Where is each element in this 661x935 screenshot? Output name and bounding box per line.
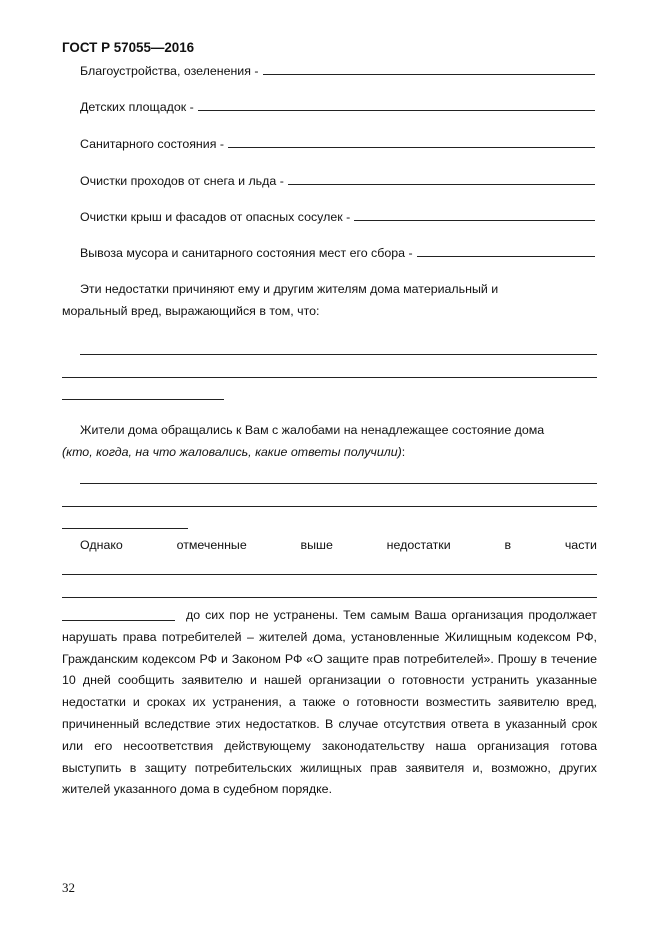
fill-line — [263, 63, 595, 75]
item-label: Очистки крыш и фасадов от опасных сосулек - — [80, 210, 351, 224]
blank-line — [62, 506, 597, 507]
blank-line — [80, 354, 597, 355]
item-label: Благоустройства, озеленения - — [80, 64, 259, 78]
page-number: 32 — [62, 880, 75, 895]
harm-paragraph — [62, 279, 597, 323]
blank-line — [80, 483, 597, 484]
item-landscaping — [80, 63, 595, 78]
complaints-paragraph — [62, 420, 597, 464]
however-line — [80, 538, 597, 552]
however-word: Однако — [80, 538, 123, 552]
harm-line-1: Эти недостатки причиняют ему и другим жителям дома материальный и — [80, 282, 499, 296]
item-icicles — [80, 209, 595, 224]
harm-line-2: моральный вред, выражающийся в том, что: — [62, 303, 320, 318]
item-label: Детских площадок - — [80, 100, 194, 114]
however-word: отмеченные — [176, 538, 247, 552]
fill-line — [354, 209, 595, 221]
complaints-note: (кто, когда, на что жаловались, какие ответы получили) — [62, 444, 402, 459]
item-label: Очистки проходов от снега и льда - — [80, 174, 284, 188]
fill-line — [288, 173, 595, 185]
item-label: Санитарного состояния - — [80, 137, 224, 151]
item-garbage — [80, 245, 595, 260]
blank-line — [62, 597, 597, 598]
however-word: части — [564, 538, 597, 552]
fill-line — [228, 136, 595, 148]
blank-line — [62, 377, 597, 378]
fill-line — [417, 245, 595, 257]
fill-line — [198, 99, 595, 111]
however-word: недостатки — [386, 538, 451, 552]
blank-line — [62, 574, 597, 575]
item-sanitary — [80, 136, 595, 151]
item-label: Вывоза мусора и санитарного состояния мест его сбора - — [80, 246, 413, 260]
complaints-line-1: Жители дома обращались к Вам с жалобами на ненадлежащее состояние дома — [80, 423, 545, 437]
final-paragraph: до сих пор не устранены. Тем самым Ваша организация продолжает нарушать права потребителей – жителей дома, установленные Жилищным кодексом РФ, Гражданским кодексом РФ и Законом РФ «О защите прав потребителей». Прошу в течение 10 дней сообщить заявителю и нашей организации о готовности устранить указанные недостатки и сроках их устранения, а также о готовности возместить заявителю вред, причиненный вследствие этих недостатков. В случае отсутствия ответа в указанный срок или его несоответствия действующему законодательству наша организация готова выступить в защиту потребительских жилищных прав заявителя и, возможно, других жителей указанного дома в судебном порядке. — [62, 608, 597, 797]
blank-line — [62, 399, 224, 400]
however-word: в — [504, 538, 512, 552]
complaints-colon: : — [401, 444, 406, 459]
item-snow-ice — [80, 173, 595, 188]
however-word: выше — [300, 538, 333, 552]
item-playgrounds — [80, 99, 595, 114]
blank-line — [62, 528, 188, 529]
complaints-line-2 — [62, 442, 597, 464]
document-header: ГОСТ Р 57055—2016 — [62, 40, 195, 55]
